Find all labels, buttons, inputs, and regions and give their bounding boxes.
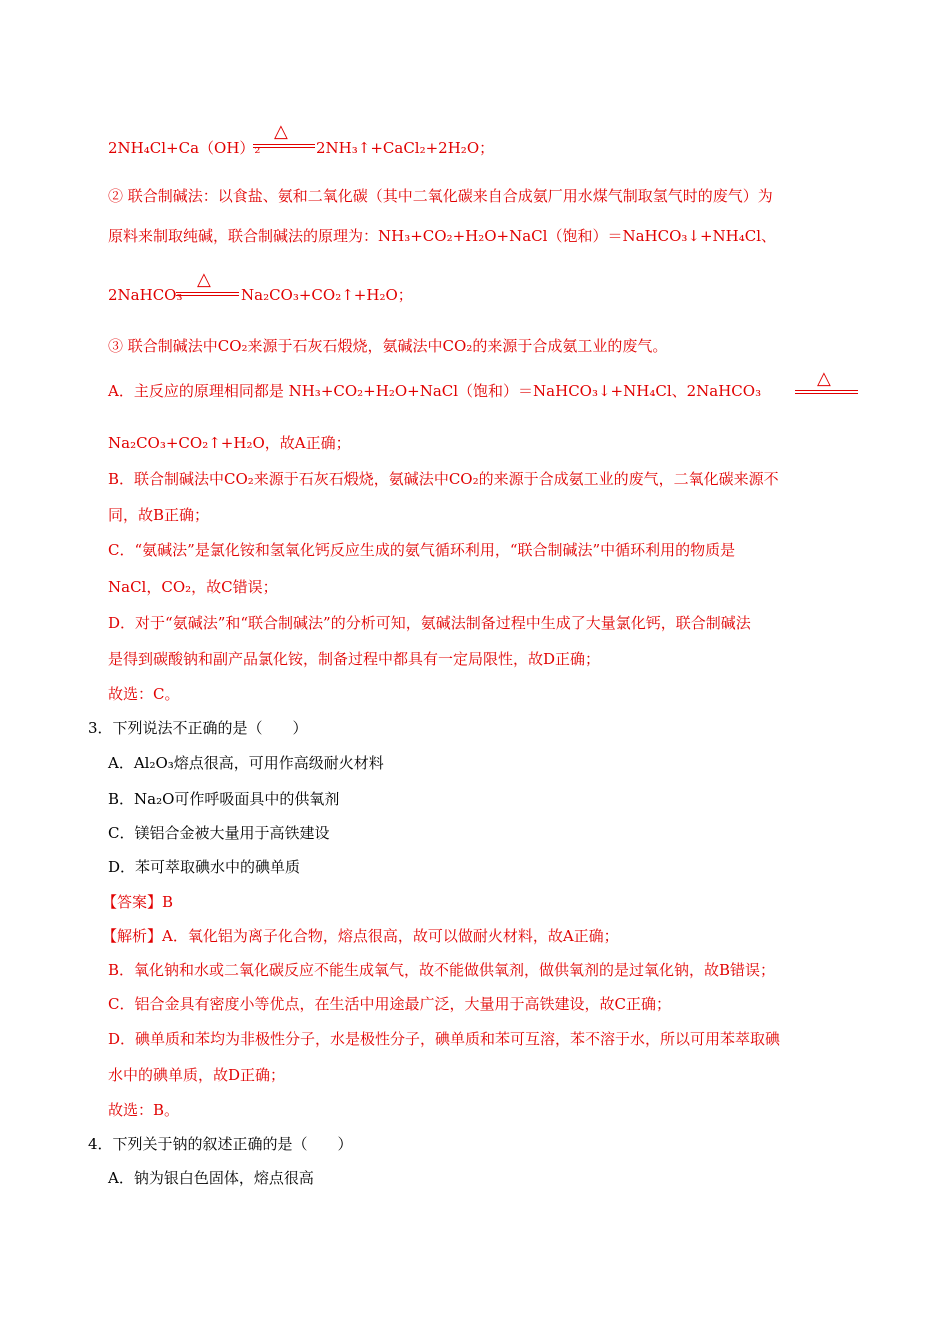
question-3-option-d: D．苯可萃取碘水中的碘单质 xyxy=(108,858,301,876)
question-3-conclusion: 故选：B。 xyxy=(108,1101,180,1119)
question-4-option-a: A．钠为银白色固体，熔点很高 xyxy=(108,1169,314,1187)
question-3-answer xyxy=(102,892,173,912)
analysis-tag: 【解析】 xyxy=(102,927,163,945)
option-d-analysis-line-1: D．对于“氨碱法”和“联合制碱法”的分析可知，氨碱法制备过程中生成了大量氯化钙，联合制碱法 xyxy=(108,614,751,632)
heat-symbol: △ xyxy=(197,269,211,290)
equation-1-products: 2NH₃↑+CaCl₂+2H₂O； xyxy=(316,139,495,157)
option-a-analysis-line-2: Na₂CO₃+CO₂↑+H₂O，故A正确； xyxy=(108,434,351,452)
question-3-stem: 3．下列说法不正确的是（ ） xyxy=(88,719,308,737)
option-c-analysis-line-2: NaCl，CO₂，故C错误； xyxy=(108,578,278,596)
method-2-line-2: 原料来制取纯碱，联合制碱法的原理为：NH₃+CO₂+H₂O+NaCl（饱和）＝NaHCO₃↓+NH₄Cl、 xyxy=(108,227,777,245)
question-3-analysis-d-line-2: 水中的碘单质，故D正确； xyxy=(108,1066,286,1084)
conclusion-q2: 故选：C。 xyxy=(108,685,180,703)
equation-2-reactants: 2NaHCO₃ xyxy=(108,286,183,304)
equation-1-reactants: 2NH₄Cl+Ca（OH）₂ xyxy=(108,139,261,157)
option-c-analysis-line-1: C．“氨碱法”是氯化铵和氢氧化钙反应生成的氨气循环利用，“联合制碱法”中循环利用的物质是 xyxy=(108,541,736,559)
analysis-a-text: A．氧化铝为离子化合物，熔点很高，故可以做耐火材料，故A正确； xyxy=(162,927,619,945)
question-3-option-c: C．镁铝合金被大量用于高铁建设 xyxy=(108,824,330,842)
equation-2-products: Na₂CO₃+CO₂↑+H₂O； xyxy=(241,286,413,304)
answer-tag: 【答案】 xyxy=(102,893,163,911)
heat-symbol: △ xyxy=(274,121,288,142)
option-b-analysis-line-2: 同，故B正确； xyxy=(108,506,210,524)
question-3-option-a: A．Al₂O₃熔点很高，可用作高级耐火材料 xyxy=(108,754,384,772)
equation-bar xyxy=(795,390,858,394)
equation-bar xyxy=(176,292,239,296)
method-2-line-1: ② 联合制碱法：以食盐、氨和二氧化碳（其中二氧化碳来自合成氨厂用水煤气制取氢气时的废气）为 xyxy=(108,187,773,205)
question-4-stem: 4．下列关于钠的叙述正确的是（ ） xyxy=(88,1135,353,1153)
option-a-analysis-line-1: A．主反应的原理相同都是 NH₃+CO₂+H₂O+NaCl（饱和）＝NaHCO₃↓+NH₄Cl、2NaHCO₃ xyxy=(108,382,762,400)
heat-symbol: △ xyxy=(817,368,831,389)
question-3-analysis-c: C．铝合金具有密度小等优点，在生活中用途最广泛，大量用于高铁建设，故C正确； xyxy=(108,995,671,1013)
question-3-analysis-d-line-1: D．碘单质和苯均为非极性分子，水是极性分子，碘单质和苯可互溶，苯不溶于水，所以可用苯萃取碘 xyxy=(108,1030,781,1048)
option-b-analysis-line-1: B．联合制碱法中CO₂来源于石灰石煅烧，氨碱法中CO₂的来源于合成氨工业的废气，二氧化碳来源不 xyxy=(108,470,779,488)
equation-bar xyxy=(253,144,315,148)
question-3-analysis-a xyxy=(102,926,619,946)
answer-value: B xyxy=(162,893,174,911)
option-d-analysis-line-2: 是得到碳酸钠和副产品氯化铵，制备过程中都具有一定局限性，故D正确； xyxy=(108,650,601,668)
question-3-option-b: B．Na₂O可作呼吸面具中的供氧剂 xyxy=(108,790,340,808)
method-3: ③ 联合制碱法中CO₂来源于石灰石煅烧，氨碱法中CO₂的来源于合成氨工业的废气。 xyxy=(108,337,668,355)
question-3-analysis-b: B．氧化钠和水或二氧化碳反应不能生成氧气，故不能做供氧剂，做供氧剂的是过氧化钠，故B错误； xyxy=(108,961,776,979)
